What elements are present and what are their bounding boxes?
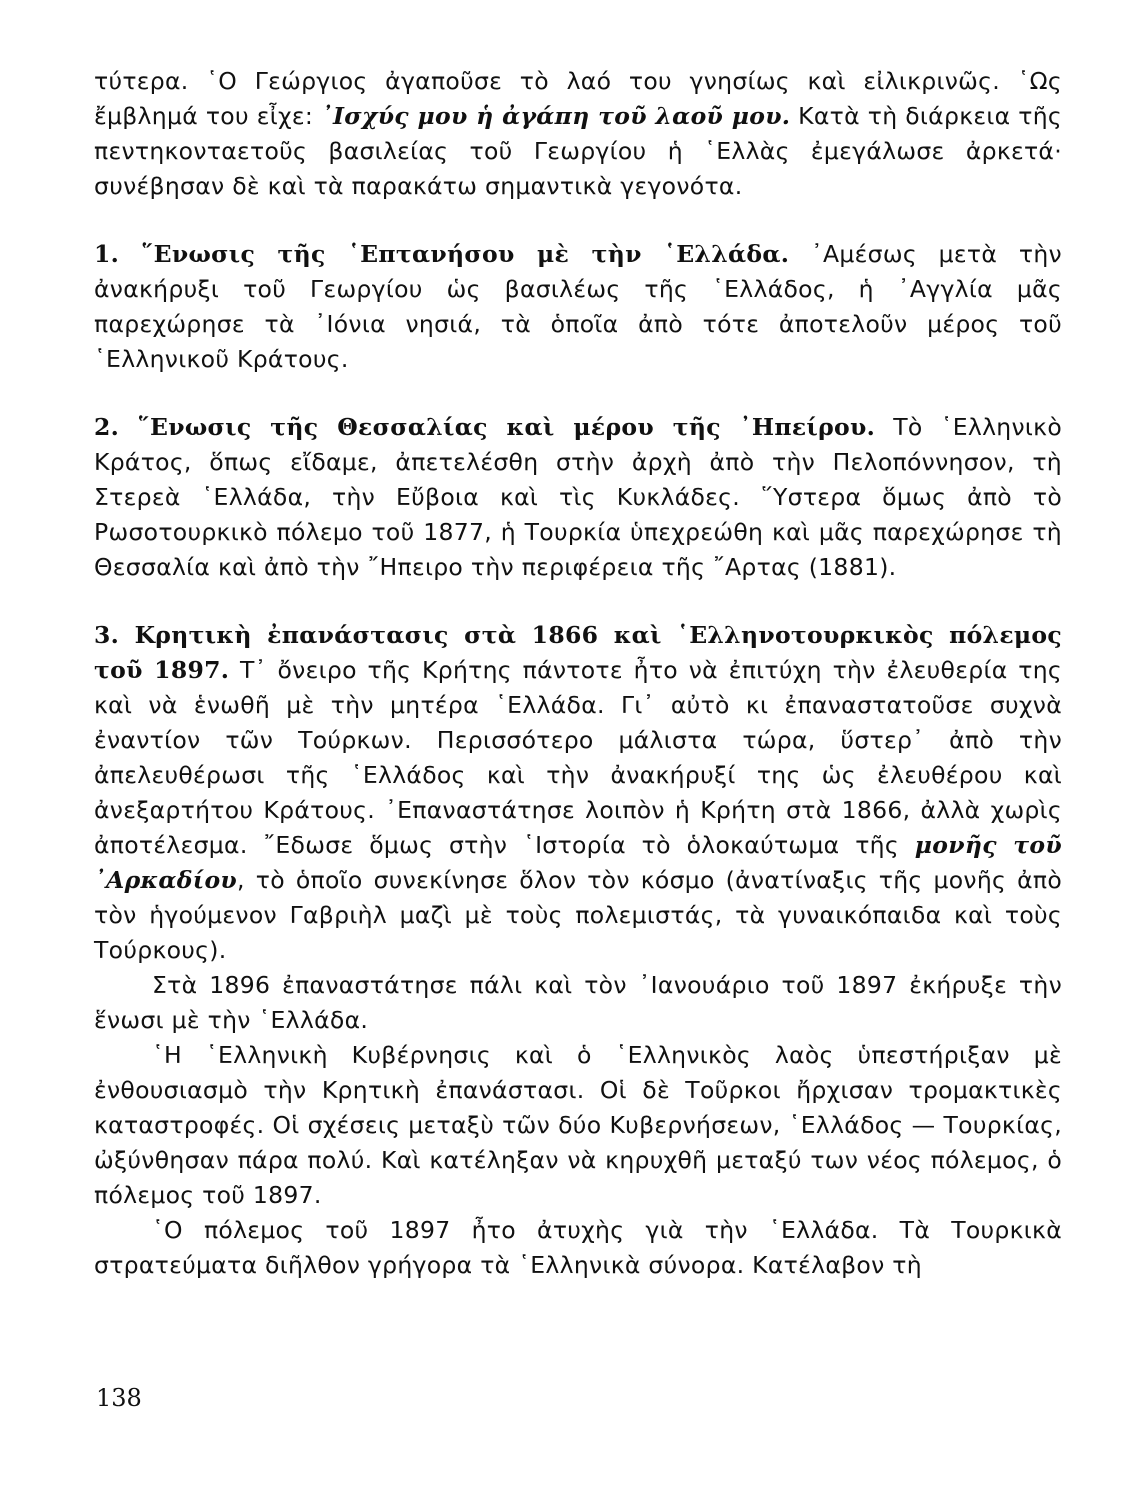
motto: ᾿Ισχύς μου ἡ ἀγάπη τοῦ λαοῦ μου. <box>320 102 791 130</box>
section-2-heading: 2. ῞Ενωσις τῆς Θεσσαλίας καὶ μέρου τῆς ᾿Ηπείρου. <box>94 413 876 441</box>
text-column <box>94 64 1062 1283</box>
arkadi-monastery: μονῆς τοῦ ᾿Αρκαδίου <box>94 831 1062 894</box>
section-2 <box>94 410 1062 585</box>
paragraph-1896: Στὰ 1896 ἐπαναστάτησε πάλι καὶ τὸν ᾿Ιανουάριο τοῦ 1897 ἐκήρυξε τὴν ἕνωσι μὲ τὴν ῾Ελλάδα. <box>94 971 1062 1034</box>
section-3-body-2: , τὸ ὁποῖο συνεκίνησε ὅλον τὸν κόσμο (ἀνατίναξις τῆς μονῆς ἀπὸ τὸν ἡγούμενον Γαβριὴλ μαζὶ μὲ τοὺς πολεμιστάς, τὰ γυναικόπαιδα καὶ τοὺς Τούρκους). <box>94 866 1062 964</box>
paragraph-war-1897: ῾Ο πόλεμος τοῦ 1897 ἦτο ἀτυχὴς γιὰ τὴν ῾Ελλάδα. Τὰ Τουρκικὰ στρατεύματα διῆλθον γρήγορα τὰ ῾Ελληνικὰ σύνορα. Κατέλαβον τὴ <box>94 1216 1062 1279</box>
section-3-body-1: Τ᾿ ὄνειρο τῆς Κρήτης πάντοτε ἦτο νὰ ἐπιτύχη τὴν ἐλευθερία της καὶ νὰ ἑνωθῆ μὲ τὴν μητέρα ῾Ελλάδα. Γι᾿ αὐτὸ κι ἐπαναστατοῦσε συχνὰ ἐναντίον τῶν Τούρκων. Περισσότερο μάλιστα τώρα, ὕστερ᾿ ἀπὸ τὴν ἀπελευθέρωσι τῆς ῾Ελλάδος καὶ τὴν ἀνακήρυξί της ὡς ἐλευθέρου καὶ ἀνεξαρτήτου Κράτους. ᾿Επαναστάτησε λοιπὸν ἡ Κρήτη στὰ 1866, ἀλλὰ χωρὶς ἀποτέλεσμα. ῎Εδωσε ὅμως στὴν ῾Ιστορία τὸ ὁλοκαύτωμα τῆς <box>94 656 1062 859</box>
section-3-heading: 3. Κρητικὴ ἐπανάστασις στὰ 1866 καὶ ῾Ελληνοτουρκικὸς πόλεμος τοῦ 1897. <box>94 621 1062 684</box>
section-3 <box>94 618 1062 968</box>
section-1 <box>94 237 1062 377</box>
section-2-body: Τὸ ῾Ελληνικὸ Κράτος, ὅπως εἴδαμε, ἀπετελέσθη στὴν ἀρχὴ ἀπὸ τὴν Πελοπόννησον, τὴ Στερεὰ ῾Ελλάδα, τὴν Εὔβοια καὶ τὶς Κυκλάδες. ῞Υστερα ὅμως ἀπὸ τὸ Ρωσοτουρκικὸ πόλεμο τοῦ 1877, ἡ Τουρκία ὑπεχρεώθη καὶ μᾶς παρεχώρησε τὴ Θεσσαλία καὶ ἀπὸ τὴν ῎Ηπειρο τὴν περιφέρεια τῆς ῎Αρτας (1881). <box>94 413 1063 581</box>
page-number: 138 <box>96 1384 142 1412</box>
paragraph-government: ῾Η ῾Ελληνικὴ Κυβέρνησις καὶ ὁ ῾Ελληνικὸς λαὸς ὑπεστήριξαν μὲ ἐνθουσιασμὸ τὴν Κρητικὴ ἐπανάστασι. Οἱ δὲ Τοῦρκοι ἤρχισαν τρομακτικὲς καταστροφές. Οἱ σχέσεις μεταξὺ τῶν δύο Κυβερνήσεων, ῾Ελλάδος — Τουρκίας, ὠξύνθησαν πάρα πολύ. Καὶ κατέληξαν νὰ κηρυχθῆ μεταξύ των νέος πόλεμος, ὁ πόλεμος τοῦ 1897. <box>94 1041 1062 1209</box>
section-1-body: ᾿Αμέσως μετὰ τὴν ἀνακήρυξι τοῦ Γεωργίου ὡς βασιλέως τῆς ῾Ελλάδος, ἡ ᾿Αγγλία μᾶς παρεχώρησε τὰ ᾿Ιόνια νησιά, τὰ ὁποῖα ἀπὸ τότε ἀποτελοῦν μέρος τοῦ ῾Ελληνικοῦ Κράτους. <box>94 240 1062 373</box>
intro-paragraph <box>94 64 1062 204</box>
intro-text-1: τύτερα. ῾Ο Γεώργιος ἀγαποῦσε τὸ λαό του γνησίως καὶ εἰλικρινῶς. ῾Ως ἔμβλημά του εἶχε: <box>94 67 1062 130</box>
intro-text-2: Κατὰ τὴ διάρκεια τῆς πεντηκονταετοῦς βασιλείας τοῦ Γεωργίου ἡ ῾Ελλὰς ἐμεγάλωσε ἀρκετά· συνέβησαν δὲ καὶ τὰ παρακάτω σημαντικὰ γεγονότα. <box>94 102 1062 200</box>
section-1-heading: 1. ῞Ενωσις τῆς ῾Επτανήσου μὲ τὴν ῾Ελλάδα. <box>94 240 790 268</box>
